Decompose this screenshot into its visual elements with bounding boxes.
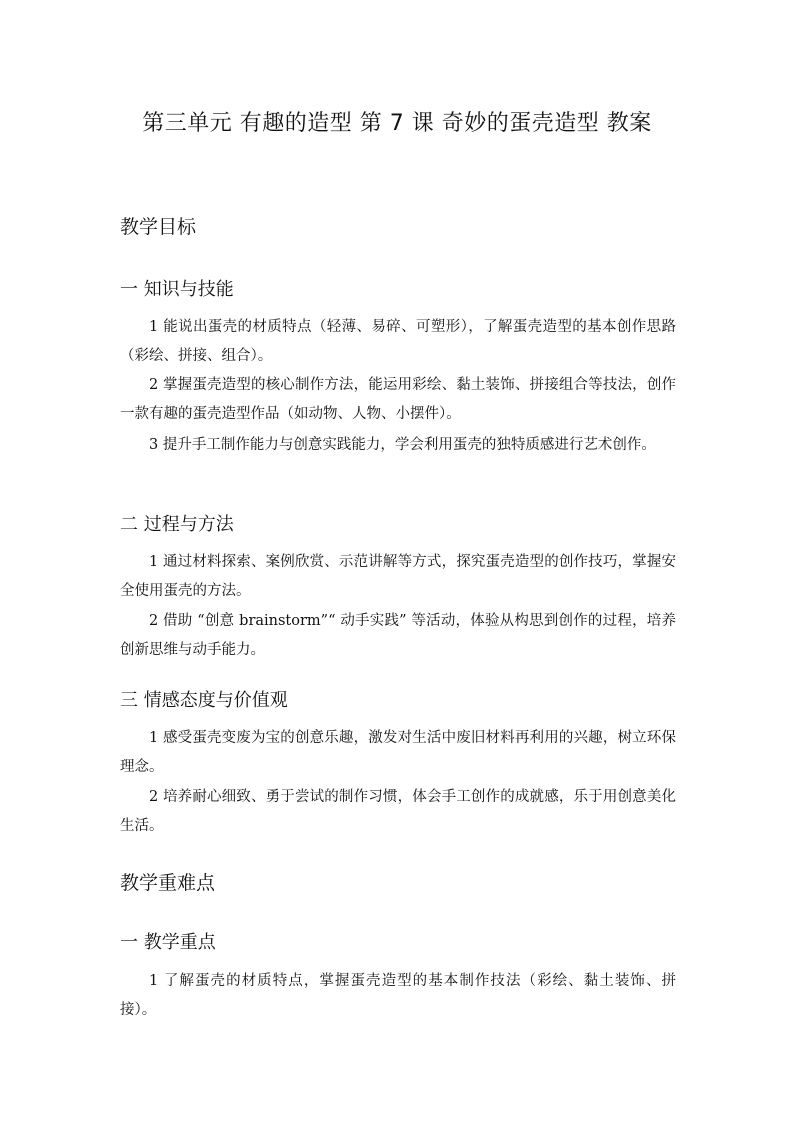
heading-emotion-values: 三 情感态度与价值观 xyxy=(120,690,288,711)
emotion-item-2: 2 培养耐心细致、勇于尝试的制作习惯，体会手工创作的成就感，乐于用创意美化生活。 xyxy=(120,789,676,834)
emotion-item-1: 1 感受蛋壳变废为宝的创意乐趣，激发对生活中废旧材料再利用的兴趣，树立环保理念。 xyxy=(120,730,676,775)
process-item-2: 2 借助 “创意 brainstorm”“ 动手实践” 等活动，体验从构思到创作的过程，培养创新思维与动手能力。 xyxy=(120,613,676,658)
knowledge-item-1: 1 能说出蛋壳的材质特点（轻薄、易碎、可塑形），了解蛋壳造型的基本创作思路（彩绘、拼接、组合）。 xyxy=(120,319,676,364)
heading-process-method: 二 过程与方法 xyxy=(120,514,234,535)
document-title: 第三单元 有趣的造型 第 7 课 奇妙的蛋壳造型 教案 xyxy=(142,111,652,136)
focus-item-1: 1 了解蛋壳的材质特点，掌握蛋壳造型的基本制作技法（彩绘、黏土装饰、拼接）。 xyxy=(120,973,676,1018)
heading-teaching-focus: 一 教学重点 xyxy=(120,932,216,953)
knowledge-item-2: 2 掌握蛋壳造型的核心制作方法，能运用彩绘、黏土装饰、拼接组合等技法，创作一款有趣的蛋壳造型作品（如动物、人物、小摆件）。 xyxy=(120,377,676,422)
heading-teaching-objectives: 教学目标 xyxy=(120,216,197,238)
heading-knowledge-skills: 一 知识与技能 xyxy=(120,279,234,300)
heading-key-difficult-points: 教学重难点 xyxy=(120,872,216,894)
process-item-1: 1 通过材料探索、案例欣赏、示范讲解等方式，探究蛋壳造型的创作技巧，掌握安全使用蛋壳的方法。 xyxy=(120,554,676,599)
knowledge-item-3: 3 提升手工制作能力与创意实践能力，学会利用蛋壳的独特质感进行艺术创作。 xyxy=(149,437,656,453)
